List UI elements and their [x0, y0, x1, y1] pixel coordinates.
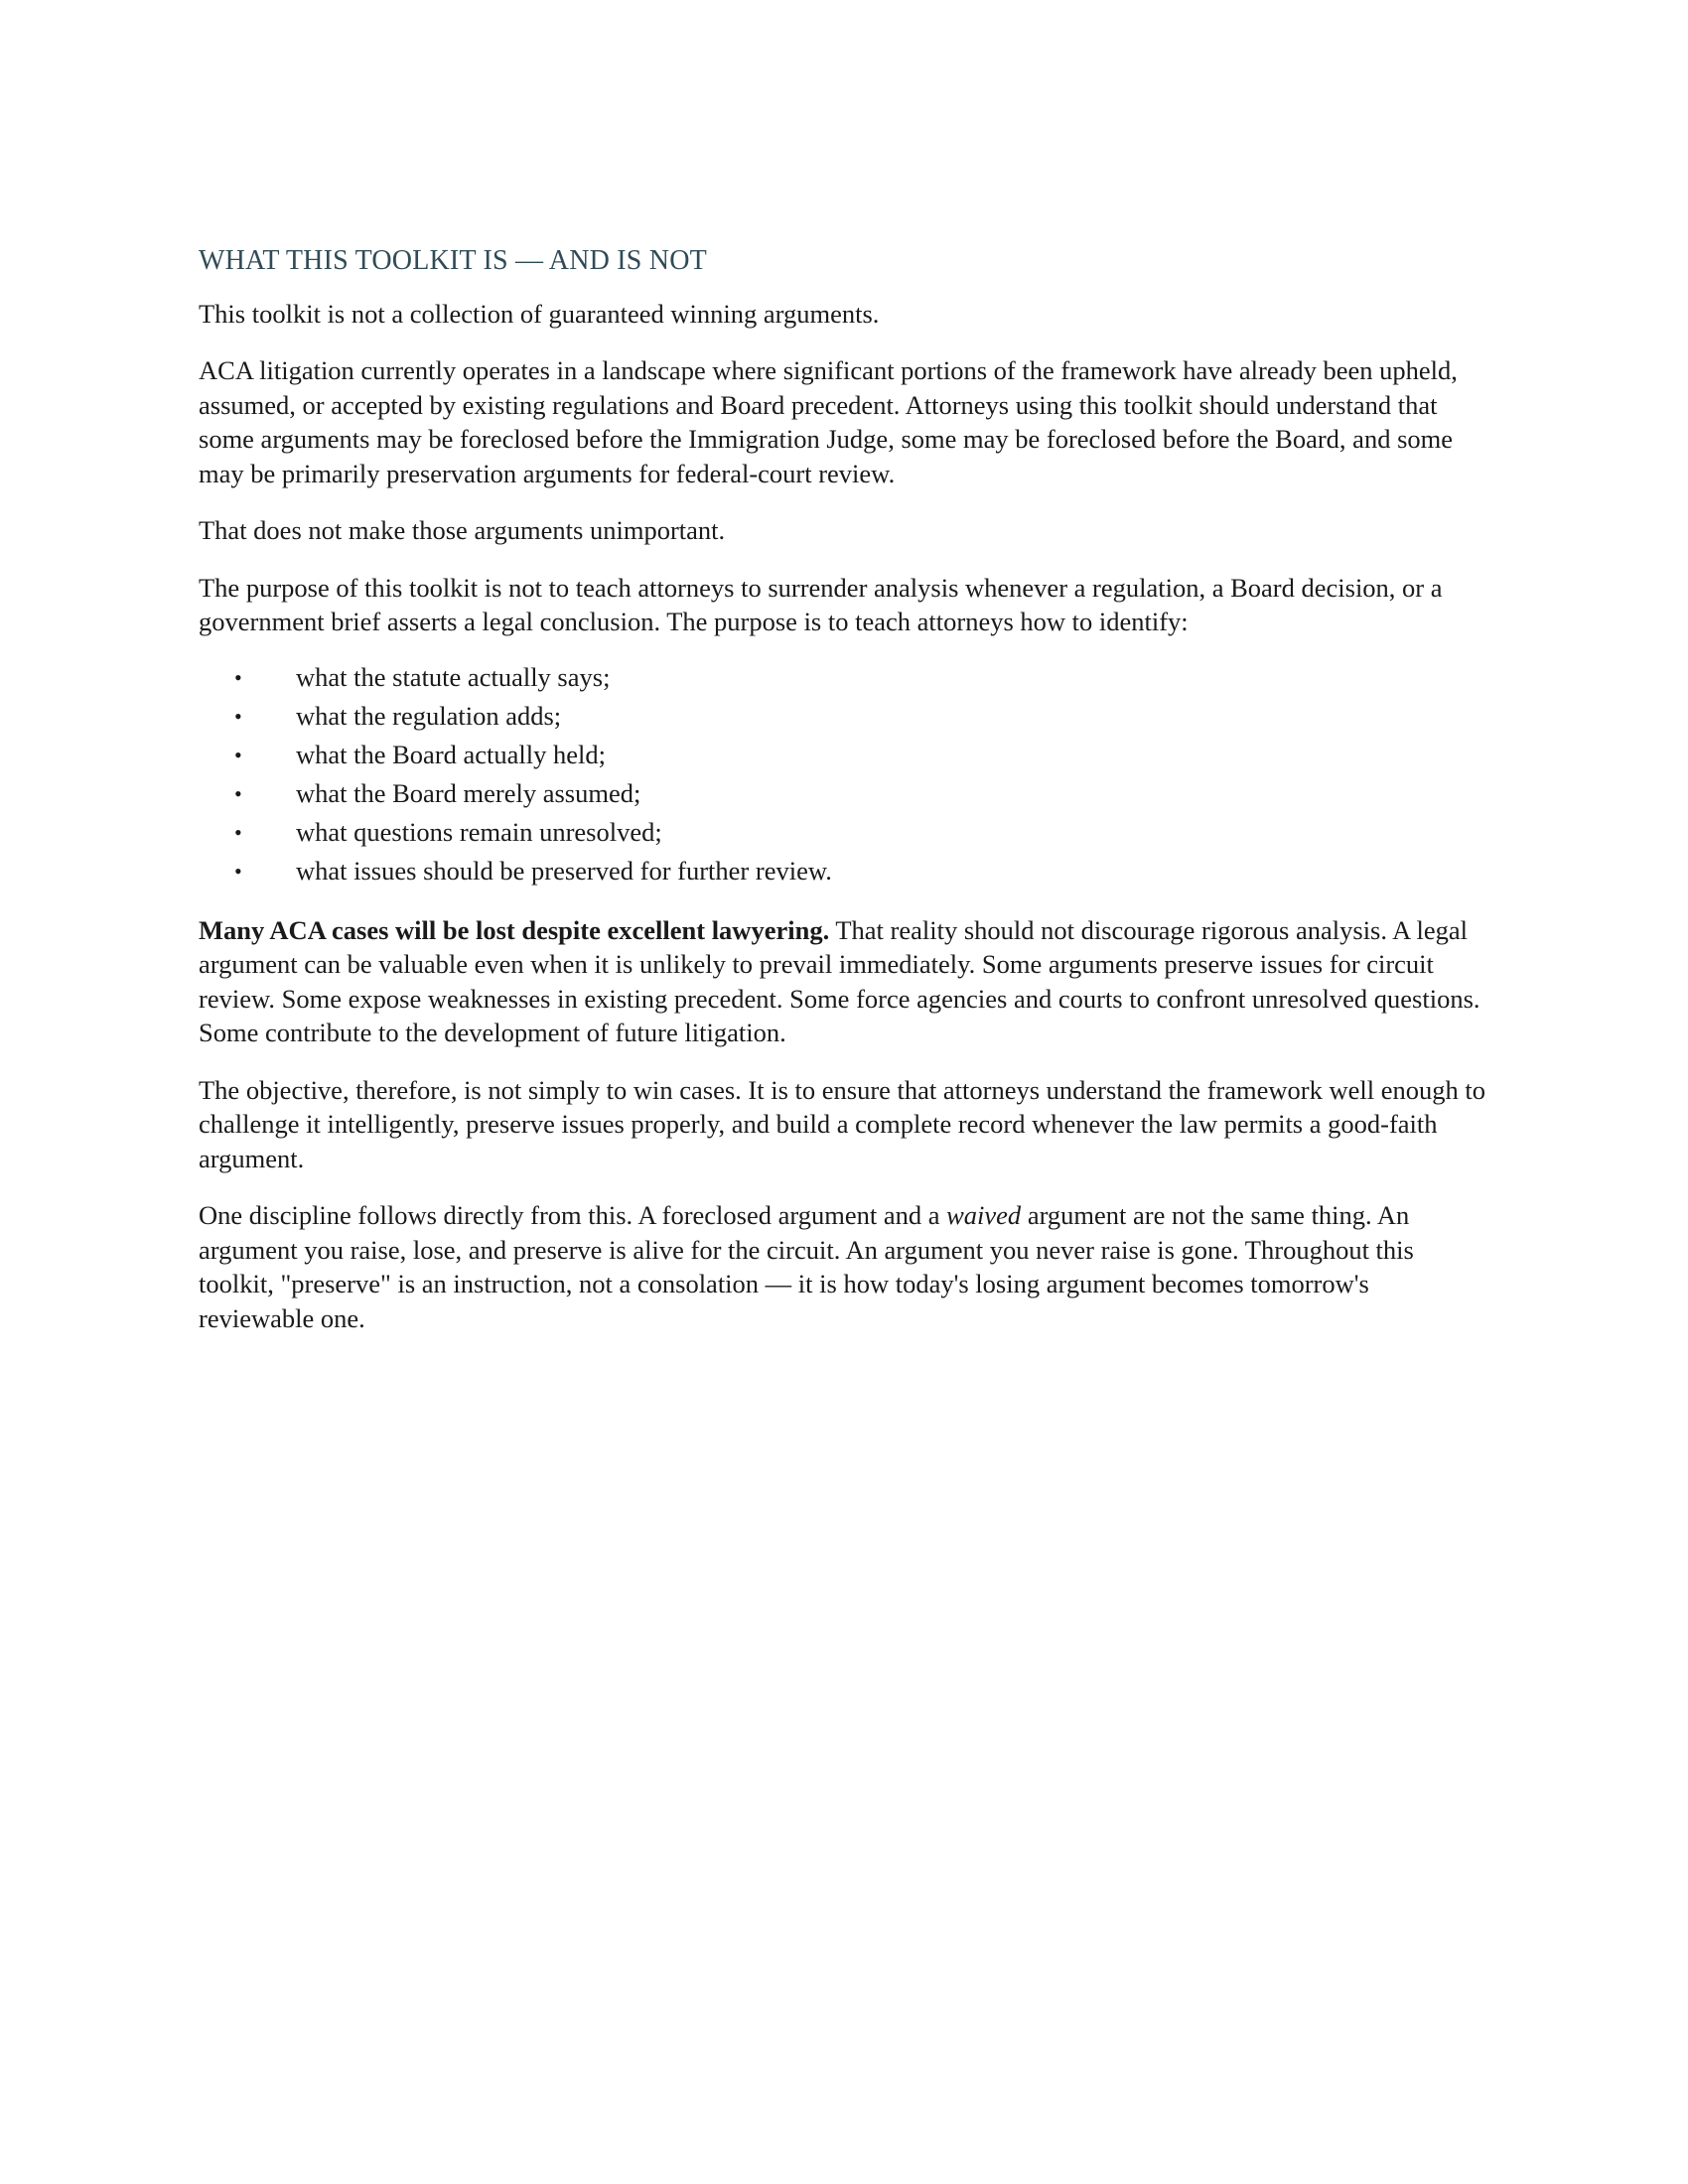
list-item [199, 736, 1489, 774]
list-item [199, 852, 1489, 890]
list-item-text: what questions remain unresolved; [296, 816, 662, 847]
list-item-text: what issues should be preserved for further review. [296, 855, 832, 886]
paragraph-objective: The objective, therefore, is not simply to win cases. It is to ensure that attorneys understand the framework well enough to challenge it intelligently, preserve issues properly, and build a complete record whenever the law permits a good-faith argument. [199, 1074, 1485, 1173]
paragraph-discipline [199, 1198, 1489, 1335]
paragraph-importance: That does not make those arguments unimportant. [199, 515, 726, 545]
list-item [199, 658, 1489, 697]
list-item-text: what the regulation adds; [296, 700, 562, 731]
list-item [199, 697, 1489, 736]
bullet-glyph: • [234, 819, 242, 845]
bullet-glyph: • [234, 742, 242, 767]
paragraph-landscape: ACA litigation currently operates in a landscape where significant portions of the framework have already been upheld, assumed, or accepted by existing regulations and Board precedent. Attorneys using this toolkit should understand that some arguments may be foreclosed before the Immigration Judge, some may be foreclosed before the Board, and some may be primarily preservation arguments for federal-court review. [199, 355, 1458, 488]
paragraph-purpose: The purpose of this toolkit is not to teach attorneys to surrender analysis whenever a regulation, a Board decision, or a government brief asserts a legal conclusion. The purpose is to teach attorneys how to identify: [199, 572, 1443, 636]
list-item-text: what the Board actually held; [296, 739, 607, 769]
paragraph-discipline-end: argument are not the same thing. An argument you raise, lose, and preserve is alive for the circuit. An argument you never raise is gone. Throughout this toolkit, "preserve" is an instruction, not a consolation — it is how today's losing argument becomes tomorrow's reviewable one. [199, 1200, 1414, 1333]
bullet-glyph: • [234, 780, 242, 806]
paragraph-intro: This toolkit is not a collection of guaranteed winning arguments. [199, 298, 880, 329]
paragraph-discipline-start: One discipline follows directly from this. A foreclosed argument and a [199, 1200, 947, 1230]
page-content [199, 244, 1489, 1358]
paragraph-losses [199, 913, 1489, 1050]
bold-lead-sentence: Many ACA cases will be lost despite excellent lawyering. [199, 914, 830, 945]
list-item-text: what the statute actually says; [296, 661, 611, 692]
bullet-glyph: • [234, 703, 242, 729]
bullet-glyph: • [234, 664, 242, 690]
identify-list [199, 658, 1489, 890]
italic-term: waived [946, 1200, 1022, 1230]
bullet-glyph: • [234, 858, 242, 884]
section-heading: WHAT THIS TOOLKIT IS — AND IS NOT [199, 245, 707, 276]
list-item [199, 813, 1489, 852]
list-item [199, 774, 1489, 813]
list-item-text: what the Board merely assumed; [296, 777, 641, 808]
paragraph-losses-rest: That reality should not discourage rigorous analysis. A legal argument can be valuable even when it is unlikely to prevail immediately. Some arguments preserve issues for circuit review. Some expose weaknesses in existing precedent. Some force agencies and courts to confront unresolved questions. Some contribute to the development of future litigation. [199, 914, 1480, 1047]
